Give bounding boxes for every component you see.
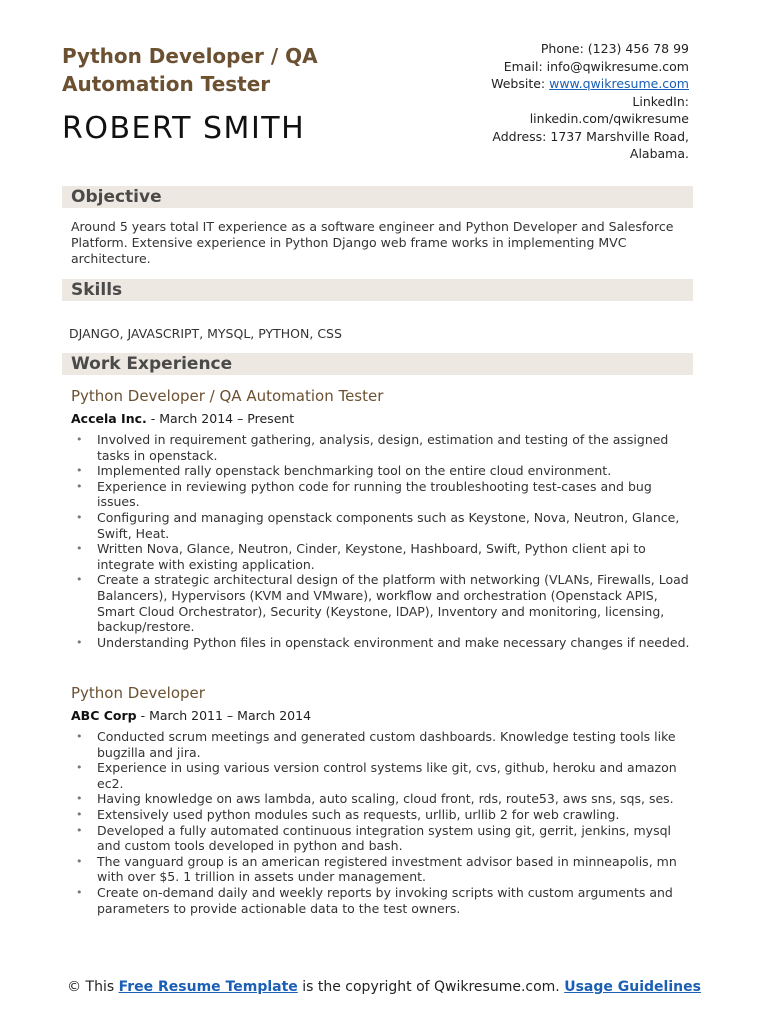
objective-heading: Objective bbox=[71, 187, 162, 207]
job-1-employer bbox=[71, 411, 294, 427]
website-link[interactable]: www.qwikresume.com bbox=[549, 76, 689, 91]
list-item: • Involved in requirement gathering, analysis, design, estimation and testing of the assigned tasks in openstack. bbox=[71, 432, 696, 463]
skills-text: DJANGO, JAVASCRIPT, MYSQL, PYTHON, CSS bbox=[69, 326, 342, 341]
job-2-dates: - March 2011 – March 2014 bbox=[136, 708, 312, 723]
job-1-bullets bbox=[71, 432, 696, 650]
list-item: • The vanguard group is an american registered investment advisor based in minneapolis, mn with over $5. 1 trillion in assets under management. bbox=[71, 854, 696, 885]
list-item: • Create a strategic architectural design of the platform with networking (VLANs, Firewalls, Load Balancers), Hypervisors (KVM and VMware), workflow and orchestration (Openstack APIS, Smart Cloud Orchestrator), Security (Keystone, lDAP), Inventory and monitoring, licensing, backup/restore. bbox=[71, 572, 696, 634]
contact-linkedin-label: LinkedIn: bbox=[632, 93, 689, 109]
list-item: • Written Nova, Glance, Neutron, Cinder, Keystone, Hashboard, Swift, Python client api to integrate with existing application. bbox=[71, 541, 696, 572]
objective-heading-bar bbox=[62, 186, 693, 208]
list-item: • Developed a fully automated continuous integration system using git, gerrit, jenkins, mysql and custom tools developed in python and bash. bbox=[71, 823, 696, 854]
footer-copyright bbox=[0, 979, 768, 996]
footer-middle: is the copyright of Qwikresume.com. bbox=[297, 979, 565, 995]
contact-phone: Phone: (123) 456 78 99 bbox=[540, 41, 689, 56]
resume-header bbox=[62, 40, 692, 170]
job-1-dates: - March 2014 – Present bbox=[146, 411, 295, 426]
contact-email: Email: info@qwikresume.com bbox=[503, 58, 689, 74]
job-1-title: Python Developer / QA Automation Tester bbox=[71, 387, 384, 405]
list-item: • Understanding Python files in openstack environment and make necessary changes if needed. bbox=[71, 635, 696, 651]
footer-prefix: © This bbox=[67, 979, 119, 995]
contact-linkedin-url: linkedin.com/qwikresume bbox=[529, 111, 689, 126]
list-item: • Having knowledge on aws lambda, auto scaling, cloud front, rds, route53, aws sns, sqs, ses. bbox=[71, 791, 696, 807]
list-item: • Experience in reviewing python code for running the troubleshooting test-cases and bug issues. bbox=[71, 479, 696, 510]
website-label: Website: bbox=[491, 76, 550, 91]
job-2-title: Python Developer bbox=[71, 684, 205, 702]
list-item: • Extensively used python modules such as requests, urllib, urllib 2 for web crawling. bbox=[71, 807, 696, 823]
list-item: • Create on-demand daily and weekly reports by invoking scripts with custom arguments and parameters to provide actionable data to the test owners. bbox=[71, 885, 696, 916]
job-2-employer bbox=[71, 708, 311, 724]
candidate-name: ROBERT SMITH bbox=[62, 111, 306, 146]
usage-guidelines-link[interactable]: Usage Guidelines bbox=[564, 979, 701, 995]
contact-website bbox=[459, 75, 689, 93]
skills-heading: Skills bbox=[71, 280, 123, 300]
job-2-company: ABC Corp bbox=[71, 708, 137, 723]
contact-block bbox=[459, 40, 689, 163]
objective-text: Around 5 years total IT experience as a software engineer and Python Developer and Salesforce Platform. Extensive experience in Python Django web frame works in implementing MVC architecture. bbox=[71, 219, 674, 266]
list-item: • Experience in using various version control systems like git, cvs, github, heroku and amazon ec2. bbox=[71, 760, 696, 791]
job-2-bullets bbox=[71, 729, 696, 916]
list-item: • Configuring and managing openstack components such as Keystone, Nova, Neutron, Glance, Swift, Heat. bbox=[71, 510, 696, 541]
job-title: Python Developer / QA Automation Tester bbox=[62, 44, 318, 96]
job-1-company: Accela Inc. bbox=[71, 411, 147, 426]
skills-heading-bar bbox=[62, 279, 693, 301]
list-item: • Conducted scrum meetings and generated custom dashboards. Knowledge testing tools like bugzilla and jira. bbox=[71, 729, 696, 760]
free-resume-template-link[interactable]: Free Resume Template bbox=[118, 979, 298, 995]
list-item: • Implemented rally openstack benchmarking tool on the entire cloud environment. bbox=[71, 463, 696, 479]
work-experience-heading-bar bbox=[62, 353, 693, 375]
contact-address-line1: Address: 1737 Marshville Road, bbox=[492, 128, 689, 144]
contact-address-line2: Alabama. bbox=[629, 146, 689, 161]
work-experience-heading: Work Experience bbox=[71, 354, 233, 374]
